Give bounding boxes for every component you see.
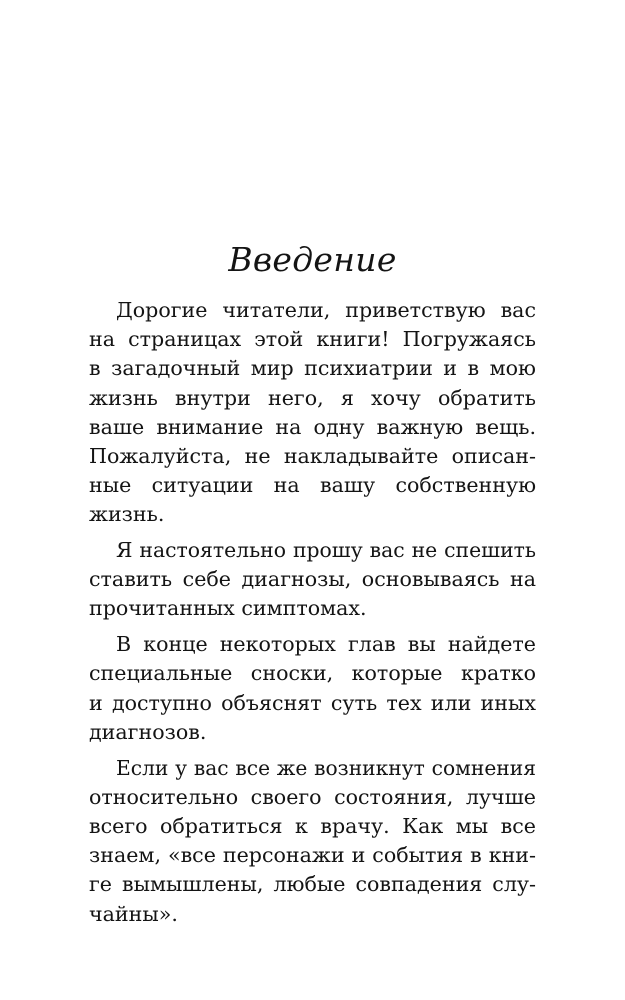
text-line: жизнь.: [89, 502, 165, 527]
text-line: ге вымышлены, любые совпадения слу-: [89, 872, 536, 897]
text-line: относительно своего состояния, лучше: [89, 784, 536, 809]
text-line: специальные сноски, которые кратко: [89, 661, 536, 686]
text-line: диагнозов.: [89, 719, 207, 744]
text-line: знаем, «все персонажи и события в кни-: [89, 843, 536, 868]
text-line: всего обратиться к врачу. Как мы все: [89, 813, 536, 838]
text-line: ные ситуации на вашу собственную: [89, 473, 536, 498]
chapter-title: Введение: [228, 240, 397, 279]
text-line: Дорогие читатели, приветствую вас: [116, 298, 536, 322]
chapter-body: [89, 296, 536, 935]
text-line: в загадочный мир психиатрии и в мою: [89, 356, 536, 381]
text-line: ставить себе диагнозы, основываясь на: [89, 567, 536, 592]
text-line: ваше внимание на одну важную вещь.: [89, 414, 536, 439]
paragraph-greeting: [89, 296, 536, 530]
text-line: Я настоятельно прошу вас не спешить: [116, 538, 536, 563]
text-line: прочитанных симптомах.: [89, 596, 367, 621]
paragraph-disclaimer: [89, 754, 536, 929]
text-line: чайны».: [89, 901, 178, 926]
paragraph-diagnosis-warning: [89, 536, 536, 624]
text-line: Пожалуйста, не накладывайте описан-: [89, 443, 536, 468]
text-line: и доступно объяснят суть тех или иных: [89, 690, 536, 715]
paragraph-footnotes: [89, 630, 536, 747]
text-line: Если у вас все же возникнут сомнения: [116, 755, 536, 780]
text-line: В конце некоторых глав вы найдете: [116, 632, 536, 657]
text-line: на страницах этой книги! Погружаясь: [89, 327, 536, 352]
text-line: жизнь внутри него, я хочу обратить: [89, 385, 536, 410]
